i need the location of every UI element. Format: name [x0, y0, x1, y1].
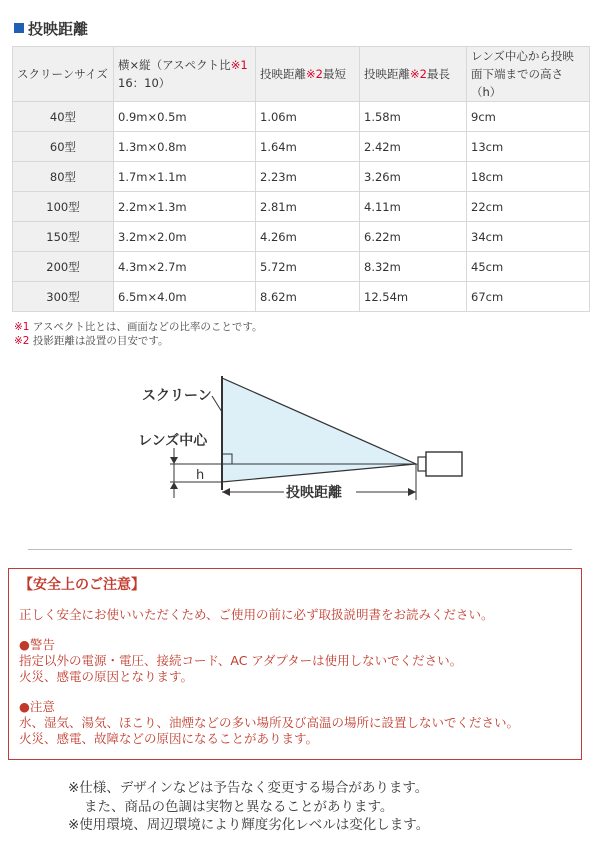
- safety-heading: 【安全上のご注意】: [19, 577, 145, 593]
- table-row: [13, 282, 590, 312]
- footer-notes: [68, 779, 429, 835]
- cell-height: 18cm: [467, 162, 590, 192]
- cell-size: 60型: [13, 132, 114, 162]
- cell-max: 3.26m: [360, 162, 467, 192]
- cell-min: 5.72m: [256, 252, 360, 282]
- caution-title: ●注意: [19, 699, 55, 714]
- header-lens-height: レンズ中心から投映面下端までの高さ（h）: [467, 47, 590, 102]
- cell-size: 40型: [13, 102, 114, 132]
- cell-max: 4.11m: [360, 192, 467, 222]
- warning-line: 指定以外の電源・電圧、接続コード、AC アダプターは使用しないでください。: [19, 653, 463, 668]
- cell-dimensions: 3.2m×2.0m: [114, 222, 256, 252]
- table-header-row: [13, 47, 590, 102]
- warning-block: [19, 637, 571, 685]
- note-mark-2: ※2: [410, 67, 427, 81]
- distance-arrow-right: [408, 488, 416, 496]
- warning-title: ●警告: [19, 637, 55, 652]
- projector-lens: [418, 457, 426, 471]
- note-mark-2: ※2: [306, 67, 323, 81]
- cell-max: 1.58m: [360, 102, 467, 132]
- cell-dimensions: 1.3m×0.8m: [114, 132, 256, 162]
- cell-height: 9cm: [467, 102, 590, 132]
- cell-max: 8.32m: [360, 252, 467, 282]
- projection-diagram: [0, 360, 600, 510]
- safety-notice-box: [8, 568, 582, 760]
- projector-body: [426, 452, 462, 476]
- cell-size: 100型: [13, 192, 114, 222]
- cell-min: 8.62m: [256, 282, 360, 312]
- projection-distance-table: [12, 46, 590, 312]
- caution-block: [19, 699, 571, 747]
- table-row: [13, 162, 590, 192]
- footer-note: ※使用環境、周辺環境により輝度劣化レベルは変化します。: [68, 817, 430, 833]
- cell-max: 2.42m: [360, 132, 467, 162]
- header-screen-size: スクリーンサイズ: [13, 47, 114, 102]
- cell-min: 4.26m: [256, 222, 360, 252]
- distance-label: 投映距離: [286, 485, 342, 501]
- h-label: h: [196, 468, 205, 483]
- screen-leader: [212, 396, 222, 412]
- footnote-2: ※2 投影距離は設置の目安です。: [14, 335, 169, 347]
- table-row: [13, 192, 590, 222]
- warning-line: 火災、感電の原因となります。: [19, 669, 194, 684]
- cell-height: 67cm: [467, 282, 590, 312]
- footnote-1: ※1 アスペクト比とは、画面などの比率のことです。: [14, 321, 263, 333]
- projection-cone: [222, 378, 416, 482]
- caution-line: 火災、感電、故障などの原因になることがあります。: [19, 731, 319, 746]
- header-distance-min: 投映距離※2最短: [256, 47, 360, 102]
- divider: [28, 549, 572, 550]
- square-bullet-icon: [14, 23, 24, 33]
- cell-dimensions: 2.2m×1.3m: [114, 192, 256, 222]
- footer-note: ※仕様、デザインなどは予告なく変更する場合があります。: [68, 780, 429, 796]
- cell-size: 80型: [13, 162, 114, 192]
- header-distance-max: 投映距離※2最長: [360, 47, 467, 102]
- cell-min: 1.64m: [256, 132, 360, 162]
- cell-height: 22cm: [467, 192, 590, 222]
- safety-intro: 正しく安全にお使いいただくため、ご使用の前に必ず取扱説明書をお読みください。: [19, 607, 494, 622]
- cell-size: 300型: [13, 282, 114, 312]
- cell-dimensions: 4.3m×2.7m: [114, 252, 256, 282]
- cell-min: 2.23m: [256, 162, 360, 192]
- table-row: [13, 222, 590, 252]
- cell-min: 2.81m: [256, 192, 360, 222]
- distance-arrow-left: [222, 488, 230, 496]
- cell-dimensions: 6.5m×4.0m: [114, 282, 256, 312]
- table-row: [13, 252, 590, 282]
- cell-dimensions: 1.7m×1.1m: [114, 162, 256, 192]
- cell-height: 45cm: [467, 252, 590, 282]
- cell-height: 13cm: [467, 132, 590, 162]
- screen-label: スクリーン: [142, 388, 212, 404]
- lens-center-label: レンズ中心: [138, 433, 208, 449]
- h-arrow-up: [170, 482, 178, 489]
- section-title: [14, 18, 88, 39]
- cell-max: 6.22m: [360, 222, 467, 252]
- h-arrow-down: [170, 457, 178, 464]
- cell-dimensions: 0.9m×0.5m: [114, 102, 256, 132]
- note-mark-1: ※1: [230, 58, 248, 72]
- cell-min: 1.06m: [256, 102, 360, 132]
- header-dimensions: 横×縦（アスペクト比※1 16：10）: [114, 47, 256, 102]
- cell-size: 200型: [13, 252, 114, 282]
- table-row: [13, 102, 590, 132]
- footer-note: また、商品の色調は実物と異なることがあります。: [84, 798, 394, 815]
- cell-height: 34cm: [467, 222, 590, 252]
- table-row: [13, 132, 590, 162]
- cell-max: 12.54m: [360, 282, 467, 312]
- caution-line: 水、湿気、湯気、ほこり、油煙などの多い場所及び高温の場所に設置しないでください。: [19, 715, 520, 730]
- cell-size: 150型: [13, 222, 114, 252]
- section-title-text: 投映距離: [28, 20, 89, 38]
- footnotes: [14, 320, 263, 348]
